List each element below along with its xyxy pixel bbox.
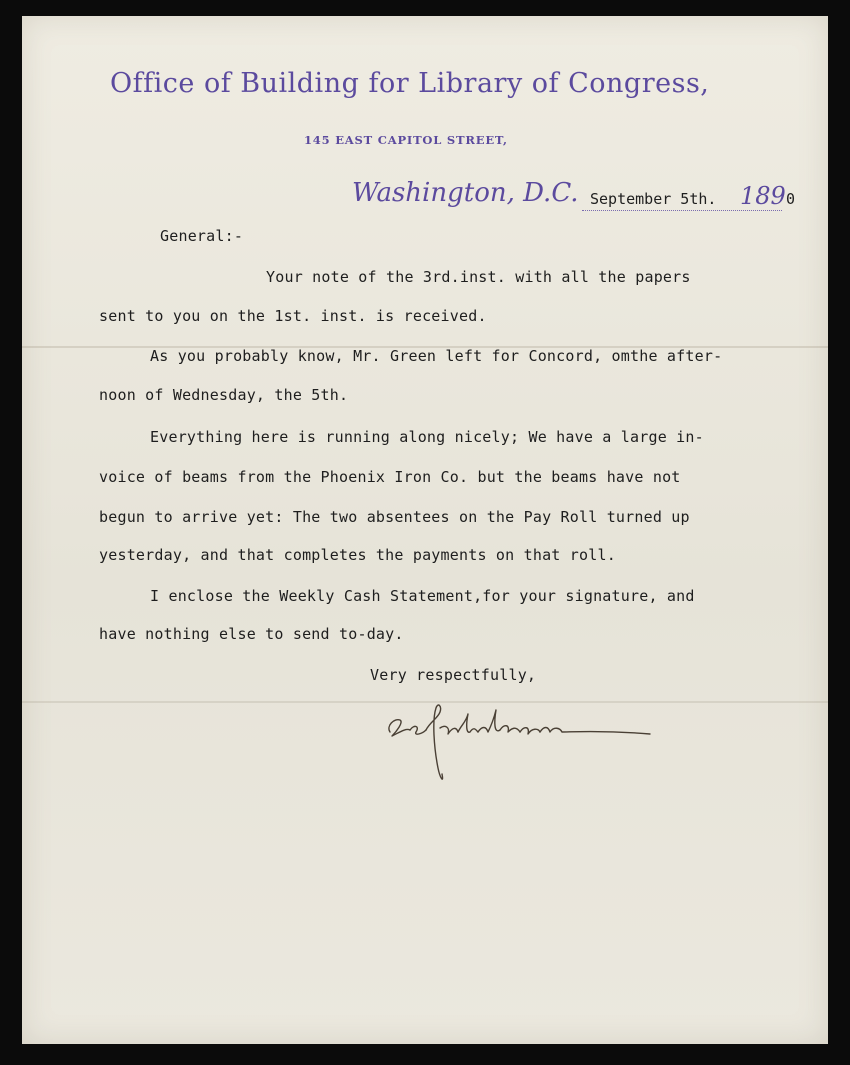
salutation: General:- — [160, 227, 244, 245]
letterhead-address: 145 EAST CAPITOL STREET, — [304, 133, 508, 147]
body-line: have nothing else to send to-day. — [99, 625, 404, 643]
date-rule — [582, 210, 782, 211]
body-line: begun to arrive yet: The two absentees on the Pay Roll turned up — [99, 508, 690, 526]
date-text: September 5th. — [590, 190, 717, 208]
body-line: As you probably know, Mr. Green left for Concord, omthe after- — [150, 347, 723, 365]
body-line: yesterday, and that completes the payments on that roll. — [99, 546, 616, 564]
year-digit: 0 — [786, 190, 796, 208]
letterhead-title: Office of Building for Library of Congress, — [110, 68, 710, 99]
body-line: sent to you on the 1st. inst. is received. — [99, 307, 487, 325]
handwritten-signature — [382, 688, 662, 788]
letter-page — [22, 16, 828, 1044]
year-prefix: 189 — [740, 182, 786, 210]
body-line: I enclose the Weekly Cash Statement,for your signature, and — [150, 587, 695, 605]
closing: Very respectfully, — [370, 666, 537, 684]
body-line: Your note of the 3rd.inst. with all the papers — [266, 268, 691, 286]
body-line: noon of Wednesday, the 5th. — [99, 386, 349, 404]
body-line: Everything here is running along nicely; We have a large in- — [150, 428, 704, 446]
place-line: Washington, D.C. — [352, 178, 579, 208]
body-line: voice of beams from the Phoenix Iron Co. but the beams have not — [99, 468, 681, 486]
